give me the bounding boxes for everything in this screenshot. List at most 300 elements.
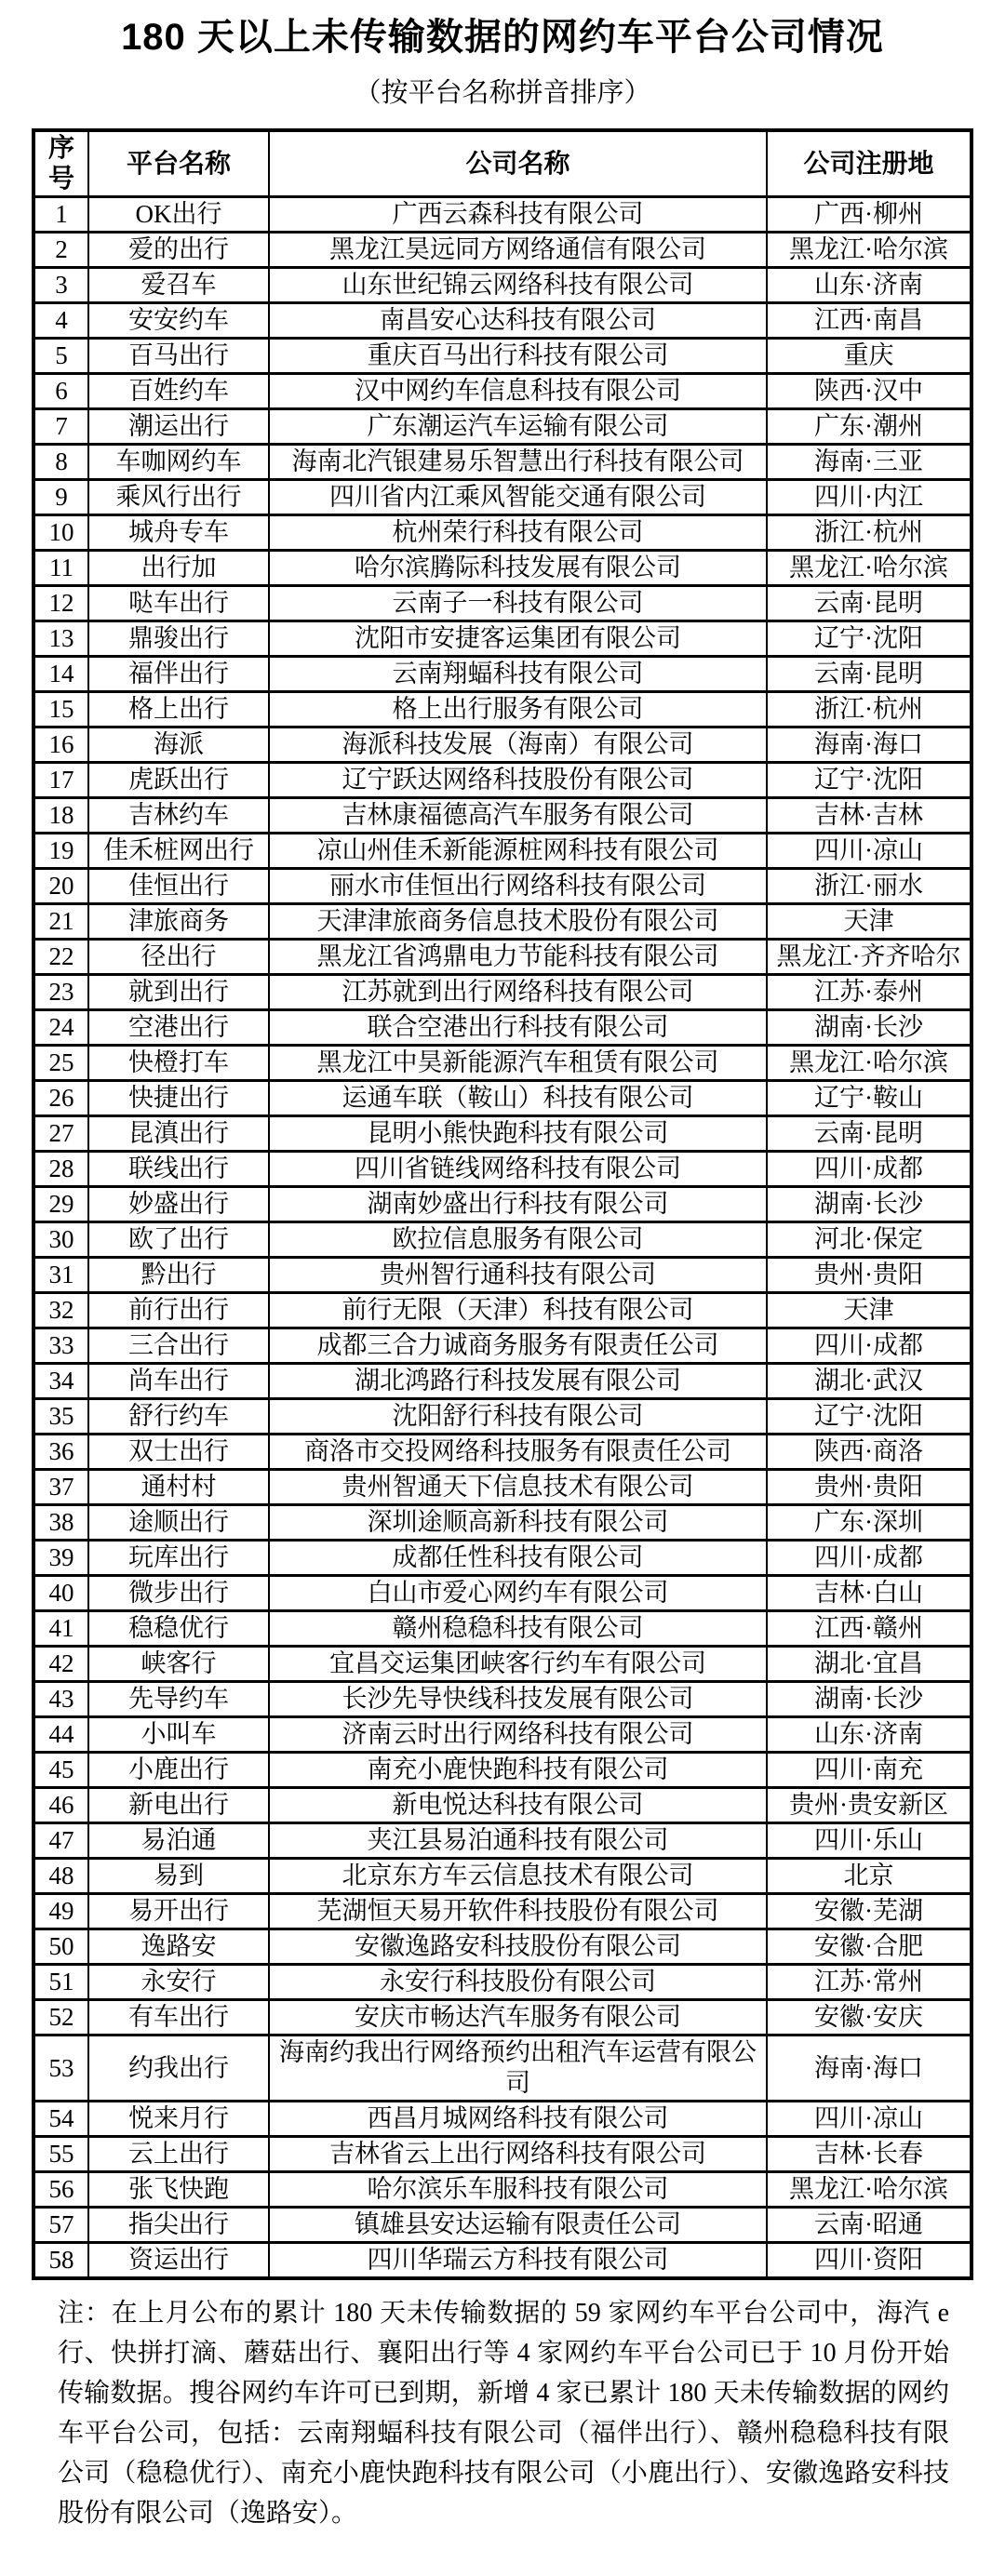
company-cell: 西昌月城网络科技有限公司 <box>269 2102 767 2137</box>
company-cell: 四川华瑞云方科技有限公司 <box>269 2243 767 2279</box>
company-cell: 海派科技发展（海南）有限公司 <box>269 727 767 763</box>
company-cell: 海南约我出行网络预约出租汽车运营有限公司 <box>269 2035 767 2102</box>
company-cell: 海南北汽银建易乐智慧出行科技有限公司 <box>269 445 767 480</box>
seq-cell: 42 <box>34 1647 88 1682</box>
platform-cell: 空港出行 <box>88 1010 269 1046</box>
platform-cell: 小叫车 <box>88 1717 269 1753</box>
company-cell: 广东潮运汽车运输有限公司 <box>269 409 767 445</box>
seq-cell: 11 <box>34 551 88 586</box>
location-cell: 陕西·汉中 <box>767 374 972 409</box>
seq-cell: 20 <box>34 869 88 904</box>
seq-cell: 1 <box>34 197 88 233</box>
company-cell: 四川省内江乘风智能交通有限公司 <box>269 480 767 515</box>
location-cell: 云南·昆明 <box>767 1116 972 1152</box>
seq-cell: 33 <box>34 1328 88 1364</box>
company-cell: 杭州荣行科技有限公司 <box>269 515 767 551</box>
table-row <box>34 1965 972 2000</box>
seq-cell: 38 <box>34 1505 88 1541</box>
location-cell: 北京 <box>767 1859 972 1894</box>
location-cell: 海南·海口 <box>767 2035 972 2102</box>
location-cell: 四川·凉山 <box>767 834 972 869</box>
platform-cell: 小鹿出行 <box>88 1753 269 1788</box>
table-row <box>34 1753 972 1788</box>
seq-cell: 7 <box>34 409 88 445</box>
company-cell: 汉中网约车信息科技有限公司 <box>269 374 767 409</box>
column-header-company: 公司名称 <box>269 130 767 197</box>
header-row <box>34 130 972 197</box>
platform-cell: 稳稳优行 <box>88 1611 269 1647</box>
location-cell: 黑龙江·哈尔滨 <box>767 233 972 268</box>
seq-cell: 9 <box>34 480 88 515</box>
location-cell: 江苏·泰州 <box>767 975 972 1010</box>
seq-cell: 8 <box>34 445 88 480</box>
table-row <box>34 268 972 303</box>
seq-cell: 34 <box>34 1364 88 1399</box>
location-cell: 山东·济南 <box>767 1717 972 1753</box>
seq-cell: 32 <box>34 1293 88 1328</box>
location-cell: 重庆 <box>767 339 972 374</box>
company-cell: 山东世纪锦云网络科技有限公司 <box>269 268 767 303</box>
seq-cell: 24 <box>34 1010 88 1046</box>
table-row <box>34 2208 972 2243</box>
seq-cell: 14 <box>34 657 88 692</box>
column-header-platform: 平台名称 <box>88 130 269 197</box>
location-cell: 辽宁·沈阳 <box>767 763 972 798</box>
seq-cell: 52 <box>34 2000 88 2035</box>
location-cell: 四川·成都 <box>767 1152 972 1187</box>
page-title: 180 天以上未传输数据的网约车平台公司情况 <box>121 17 884 58</box>
table-row <box>34 1010 972 1046</box>
table-row <box>34 1682 972 1717</box>
footnote: 注：在上月公布的累计 180 天未传输数据的 59 家网约车平台公司中，海汽 e 行、快拼打滴、蘑菇出行、襄阳出行等 4 家网约车平台公司已于 10 月份开始传输数据。搜谷网约车许可已到期，新增 4 家已累计 180 天未传输数据的网约车平台公司，包括：云南翔蝠科技有限公司（福伴出行）、赣州稳稳科技有限公司（稳稳优行）、南充小鹿快跑科技有限公司（小鹿出行）、安徽逸路安科技股份有限公司（逸路安）。 <box>58 2299 949 2528</box>
company-cell: 安徽逸路安科技股份有限公司 <box>269 1929 767 1965</box>
table-row <box>34 1576 972 1611</box>
platform-cell: 妙盛出行 <box>88 1187 269 1222</box>
location-cell: 贵州·贵阳 <box>767 1258 972 1293</box>
seq-cell: 30 <box>34 1222 88 1258</box>
platform-cell: 福伴出行 <box>88 657 269 692</box>
table-row <box>34 1435 972 1470</box>
table-row <box>34 621 972 657</box>
seq-cell: 6 <box>34 374 88 409</box>
platform-cell: 通村村 <box>88 1470 269 1505</box>
page-subtitle: （按平台名称拼音排序） <box>354 78 651 108</box>
company-cell: 商洛市交投网络科技服务有限责任公司 <box>269 1435 767 1470</box>
table-row <box>34 2035 972 2102</box>
location-cell: 云南·昆明 <box>767 657 972 692</box>
seq-cell: 43 <box>34 1682 88 1717</box>
seq-cell: 12 <box>34 586 88 621</box>
company-cell: 芜湖恒天易开软件科技股份有限公司 <box>269 1894 767 1929</box>
platform-cell: 易开出行 <box>88 1894 269 1929</box>
seq-cell: 37 <box>34 1470 88 1505</box>
location-cell: 浙江·杭州 <box>767 515 972 551</box>
location-cell: 辽宁·沈阳 <box>767 621 972 657</box>
platform-cell: 快捷出行 <box>88 1081 269 1116</box>
platform-cell: OK出行 <box>88 197 269 233</box>
location-cell: 四川·乐山 <box>767 1823 972 1859</box>
table-row <box>34 1647 972 1682</box>
table-row <box>34 1152 972 1187</box>
platform-cell: 逸路安 <box>88 1929 269 1965</box>
seq-cell: 15 <box>34 692 88 727</box>
platform-cell: 指尖出行 <box>88 2208 269 2243</box>
seq-cell: 53 <box>34 2035 88 2102</box>
seq-cell: 40 <box>34 1576 88 1611</box>
seq-cell: 55 <box>34 2137 88 2172</box>
table-row <box>34 1894 972 1929</box>
company-cell: 镇雄县安达运输有限责任公司 <box>269 2208 767 2243</box>
table-row <box>34 409 972 445</box>
platform-cell: 尚车出行 <box>88 1364 269 1399</box>
table-row <box>34 2243 972 2279</box>
table-row <box>34 197 972 233</box>
table-row <box>34 1258 972 1293</box>
company-cell: 格上出行服务有限公司 <box>269 692 767 727</box>
table-row <box>34 1081 972 1116</box>
seq-cell: 22 <box>34 940 88 975</box>
company-cell: 凉山州佳禾新能源桩网科技有限公司 <box>269 834 767 869</box>
location-cell: 云南·昆明 <box>767 586 972 621</box>
table-row <box>34 586 972 621</box>
column-header-seq: 序号 <box>34 130 88 197</box>
location-cell: 山东·济南 <box>767 268 972 303</box>
platform-cell: 虎跃出行 <box>88 763 269 798</box>
table-row <box>34 1187 972 1222</box>
table-row <box>34 233 972 268</box>
platform-cell: 鼎骏出行 <box>88 621 269 657</box>
seq-cell: 39 <box>34 1541 88 1576</box>
platform-cell: 易到 <box>88 1859 269 1894</box>
seq-cell: 41 <box>34 1611 88 1647</box>
table-row <box>34 2172 972 2208</box>
company-cell: 广西云森科技有限公司 <box>269 197 767 233</box>
company-cell: 贵州智行通科技有限公司 <box>269 1258 767 1293</box>
seq-cell: 29 <box>34 1187 88 1222</box>
table-row <box>34 904 972 940</box>
platform-cell: 海派 <box>88 727 269 763</box>
table-row <box>34 339 972 374</box>
location-cell: 陕西·商洛 <box>767 1435 972 1470</box>
location-cell: 吉林·吉林 <box>767 798 972 834</box>
platform-cell: 双士出行 <box>88 1435 269 1470</box>
location-cell: 广西·柳州 <box>767 197 972 233</box>
table-row <box>34 834 972 869</box>
company-cell: 哈尔滨乐车服科技有限公司 <box>269 2172 767 2208</box>
location-cell: 四川·成都 <box>767 1328 972 1364</box>
platform-cell: 格上出行 <box>88 692 269 727</box>
company-cell: 联合空港出行科技有限公司 <box>269 1010 767 1046</box>
seq-cell: 50 <box>34 1929 88 1965</box>
table-row <box>34 551 972 586</box>
platform-cell: 永安行 <box>88 1965 269 2000</box>
table-row <box>34 1611 972 1647</box>
location-cell: 天津 <box>767 1293 972 1328</box>
company-cell: 成都任性科技有限公司 <box>269 1541 767 1576</box>
company-cell: 济南云时出行网络科技有限公司 <box>269 1717 767 1753</box>
table-row <box>34 975 972 1010</box>
table-row <box>34 657 972 692</box>
platform-cell: 城舟专车 <box>88 515 269 551</box>
table-row <box>34 1717 972 1753</box>
platform-cell: 先导约车 <box>88 1682 269 1717</box>
table-row <box>34 1328 972 1364</box>
seq-cell: 28 <box>34 1152 88 1187</box>
table-row <box>34 445 972 480</box>
table-row <box>34 1541 972 1576</box>
seq-cell: 10 <box>34 515 88 551</box>
company-cell: 赣州稳稳科技有限公司 <box>269 1611 767 1647</box>
seq-cell: 57 <box>34 2208 88 2243</box>
seq-cell: 23 <box>34 975 88 1010</box>
platform-cell: 潮运出行 <box>88 409 269 445</box>
seq-cell: 51 <box>34 1965 88 2000</box>
table-row <box>34 940 972 975</box>
table-row <box>34 1046 972 1081</box>
platform-cell: 易泊通 <box>88 1823 269 1859</box>
platform-cell: 联线出行 <box>88 1152 269 1187</box>
company-cell: 南充小鹿快跑科技有限公司 <box>269 1753 767 1788</box>
company-cell: 黑龙江中昊新能源汽车租赁有限公司 <box>269 1046 767 1081</box>
platform-cell: 乘风行出行 <box>88 480 269 515</box>
platform-cell: 吉林约车 <box>88 798 269 834</box>
table-row <box>34 692 972 727</box>
table-row <box>34 869 972 904</box>
platform-cell: 云上出行 <box>88 2137 269 2172</box>
platform-cell: 张飞快跑 <box>88 2172 269 2208</box>
table-row <box>34 1788 972 1823</box>
company-cell: 辽宁跃达网络科技股份有限公司 <box>269 763 767 798</box>
platform-cell: 前行出行 <box>88 1293 269 1328</box>
seq-cell: 26 <box>34 1081 88 1116</box>
location-cell: 江西·赣州 <box>767 1611 972 1647</box>
table-row <box>34 1364 972 1399</box>
seq-cell: 19 <box>34 834 88 869</box>
seq-cell: 46 <box>34 1788 88 1823</box>
platform-cell: 爱召车 <box>88 268 269 303</box>
location-cell: 贵州·贵阳 <box>767 1470 972 1505</box>
platform-cell: 车咖网约车 <box>88 445 269 480</box>
seq-cell: 2 <box>34 233 88 268</box>
table-row <box>34 1859 972 1894</box>
company-cell: 南昌安心达科技有限公司 <box>269 303 767 339</box>
location-cell: 广东·潮州 <box>767 409 972 445</box>
platform-cell: 有车出行 <box>88 2000 269 2035</box>
location-cell: 四川·凉山 <box>767 2102 972 2137</box>
table-row <box>34 1293 972 1328</box>
platform-cell: 黔出行 <box>88 1258 269 1293</box>
company-cell: 安庆市畅达汽车服务有限公司 <box>269 2000 767 2035</box>
platform-cell: 资运出行 <box>88 2243 269 2279</box>
location-cell: 黑龙江·哈尔滨 <box>767 1046 972 1081</box>
location-cell: 黑龙江·齐齐哈尔 <box>767 940 972 975</box>
location-cell: 四川·南充 <box>767 1753 972 1788</box>
platform-cell: 玩库出行 <box>88 1541 269 1576</box>
location-cell: 安徽·安庆 <box>767 2000 972 2035</box>
location-cell: 河北·保定 <box>767 1222 972 1258</box>
company-cell: 重庆百马出行科技有限公司 <box>269 339 767 374</box>
seq-cell: 5 <box>34 339 88 374</box>
platform-cell: 津旅商务 <box>88 904 269 940</box>
company-cell: 黑龙江省鸿鼎电力节能科技有限公司 <box>269 940 767 975</box>
seq-cell: 47 <box>34 1823 88 1859</box>
company-cell: 昆明小熊快跑科技有限公司 <box>269 1116 767 1152</box>
table-row <box>34 1116 972 1152</box>
company-cell: 云南子一科技有限公司 <box>269 586 767 621</box>
platform-cell: 新电出行 <box>88 1788 269 1823</box>
platform-cell: 佳禾桩网出行 <box>88 834 269 869</box>
location-cell: 海南·三亚 <box>767 445 972 480</box>
location-cell: 辽宁·沈阳 <box>767 1399 972 1435</box>
table-row <box>34 1470 972 1505</box>
seq-cell: 54 <box>34 2102 88 2137</box>
location-cell: 湖北·武汉 <box>767 1364 972 1399</box>
location-cell: 黑龙江·哈尔滨 <box>767 551 972 586</box>
table-row <box>34 374 972 409</box>
company-cell: 吉林康福德高汽车服务有限公司 <box>269 798 767 834</box>
location-cell: 安徽·芜湖 <box>767 1894 972 1929</box>
seq-cell: 58 <box>34 2243 88 2279</box>
location-cell: 湖南·长沙 <box>767 1010 972 1046</box>
company-cell: 成都三合力诚商务服务有限责任公司 <box>269 1328 767 1364</box>
location-cell: 黑龙江·哈尔滨 <box>767 2172 972 2208</box>
company-cell: 夹江县易泊通科技有限公司 <box>269 1823 767 1859</box>
platform-cell: 途顺出行 <box>88 1505 269 1541</box>
company-cell: 湖南妙盛出行科技有限公司 <box>269 1187 767 1222</box>
location-cell: 浙江·杭州 <box>767 692 972 727</box>
seq-cell: 56 <box>34 2172 88 2208</box>
table-header <box>34 130 972 197</box>
column-header-location: 公司注册地 <box>767 130 972 197</box>
company-cell: 长沙先导快线科技发展有限公司 <box>269 1682 767 1717</box>
location-cell: 天津 <box>767 904 972 940</box>
table-row <box>34 798 972 834</box>
company-cell: 新电悦达科技有限公司 <box>269 1788 767 1823</box>
company-cell: 云南翔蝠科技有限公司 <box>269 657 767 692</box>
company-cell: 前行无限（天津）科技有限公司 <box>269 1293 767 1328</box>
platform-cell: 径出行 <box>88 940 269 975</box>
table-row <box>34 1505 972 1541</box>
table-row <box>34 303 972 339</box>
table-body <box>34 197 972 2279</box>
seq-cell: 4 <box>34 303 88 339</box>
platform-cell: 就到出行 <box>88 975 269 1010</box>
company-cell: 吉林省云上出行网络科技有限公司 <box>269 2137 767 2172</box>
company-cell: 运通车联（鞍山）科技有限公司 <box>269 1081 767 1116</box>
table-row <box>34 763 972 798</box>
location-cell: 广东·深圳 <box>767 1505 972 1541</box>
company-cell: 欧拉信息服务有限公司 <box>269 1222 767 1258</box>
company-cell: 丽水市佳恒出行网络科技有限公司 <box>269 869 767 904</box>
company-cell: 深圳途顺高新科技有限公司 <box>269 1505 767 1541</box>
table-row <box>34 727 972 763</box>
location-cell: 云南·昭通 <box>767 2208 972 2243</box>
table-row <box>34 2137 972 2172</box>
seq-cell: 16 <box>34 727 88 763</box>
location-cell: 吉林·长春 <box>767 2137 972 2172</box>
company-cell: 黑龙江昊远同方网络通信有限公司 <box>269 233 767 268</box>
location-cell: 安徽·合肥 <box>767 1929 972 1965</box>
company-cell: 天津津旅商务信息技术股份有限公司 <box>269 904 767 940</box>
location-cell: 湖南·长沙 <box>767 1682 972 1717</box>
platform-cell: 佳恒出行 <box>88 869 269 904</box>
company-cell: 沈阳舒行科技有限公司 <box>269 1399 767 1435</box>
location-cell: 四川·成都 <box>767 1541 972 1576</box>
company-cell: 沈阳市安捷客运集团有限公司 <box>269 621 767 657</box>
table-row <box>34 1823 972 1859</box>
platform-cell: 欧了出行 <box>88 1222 269 1258</box>
platform-cell: 约我出行 <box>88 2035 269 2102</box>
platform-cell: 出行加 <box>88 551 269 586</box>
platform-cell: 哒车出行 <box>88 586 269 621</box>
table-row <box>34 2102 972 2137</box>
seq-cell: 21 <box>34 904 88 940</box>
seq-cell: 36 <box>34 1435 88 1470</box>
seq-cell: 25 <box>34 1046 88 1081</box>
table-row <box>34 515 972 551</box>
seq-cell: 27 <box>34 1116 88 1152</box>
company-cell: 白山市爱心网约车有限公司 <box>269 1576 767 1611</box>
platform-cell: 昆滇出行 <box>88 1116 269 1152</box>
location-cell: 辽宁·鞍山 <box>767 1081 972 1116</box>
company-cell: 哈尔滨腾际科技发展有限公司 <box>269 551 767 586</box>
location-cell: 贵州·贵安新区 <box>767 1788 972 1823</box>
seq-cell: 3 <box>34 268 88 303</box>
location-cell: 湖南·长沙 <box>767 1187 972 1222</box>
seq-cell: 35 <box>34 1399 88 1435</box>
location-cell: 海南·海口 <box>767 727 972 763</box>
platform-cell: 安安约车 <box>88 303 269 339</box>
company-cell: 四川省链线网络科技有限公司 <box>269 1152 767 1187</box>
seq-cell: 17 <box>34 763 88 798</box>
location-cell: 四川·内江 <box>767 480 972 515</box>
seq-cell: 44 <box>34 1717 88 1753</box>
company-cell: 贵州智通天下信息技术有限公司 <box>269 1470 767 1505</box>
company-cell: 宜昌交运集团峡客行约车有限公司 <box>269 1647 767 1682</box>
platform-cell: 百姓约车 <box>88 374 269 409</box>
platform-table <box>32 128 973 2280</box>
platform-cell: 悦来月行 <box>88 2102 269 2137</box>
seq-cell: 45 <box>34 1753 88 1788</box>
location-cell: 江苏·常州 <box>767 1965 972 2000</box>
company-cell: 江苏就到出行网络科技有限公司 <box>269 975 767 1010</box>
location-cell: 吉林·白山 <box>767 1576 972 1611</box>
company-cell: 北京东方车云信息技术有限公司 <box>269 1859 767 1894</box>
table-row <box>34 480 972 515</box>
company-cell: 湖北鸿路行科技发展有限公司 <box>269 1364 767 1399</box>
platform-cell: 快橙打车 <box>88 1046 269 1081</box>
table-row <box>34 1929 972 1965</box>
platform-cell: 舒行约车 <box>88 1399 269 1435</box>
platform-cell: 三合出行 <box>88 1328 269 1364</box>
seq-cell: 18 <box>34 798 88 834</box>
platform-cell: 百马出行 <box>88 339 269 374</box>
location-cell: 浙江·丽水 <box>767 869 972 904</box>
table-row <box>34 2000 972 2035</box>
location-cell: 江西·南昌 <box>767 303 972 339</box>
seq-cell: 31 <box>34 1258 88 1293</box>
platform-cell: 爱的出行 <box>88 233 269 268</box>
location-cell: 四川·资阳 <box>767 2243 972 2279</box>
platform-cell: 微步出行 <box>88 1576 269 1611</box>
platform-cell: 峡客行 <box>88 1647 269 1682</box>
table-row <box>34 1399 972 1435</box>
seq-cell: 13 <box>34 621 88 657</box>
seq-cell: 49 <box>34 1894 88 1929</box>
company-cell: 永安行科技股份有限公司 <box>269 1965 767 2000</box>
seq-cell: 48 <box>34 1859 88 1894</box>
location-cell: 湖北·宜昌 <box>767 1647 972 1682</box>
